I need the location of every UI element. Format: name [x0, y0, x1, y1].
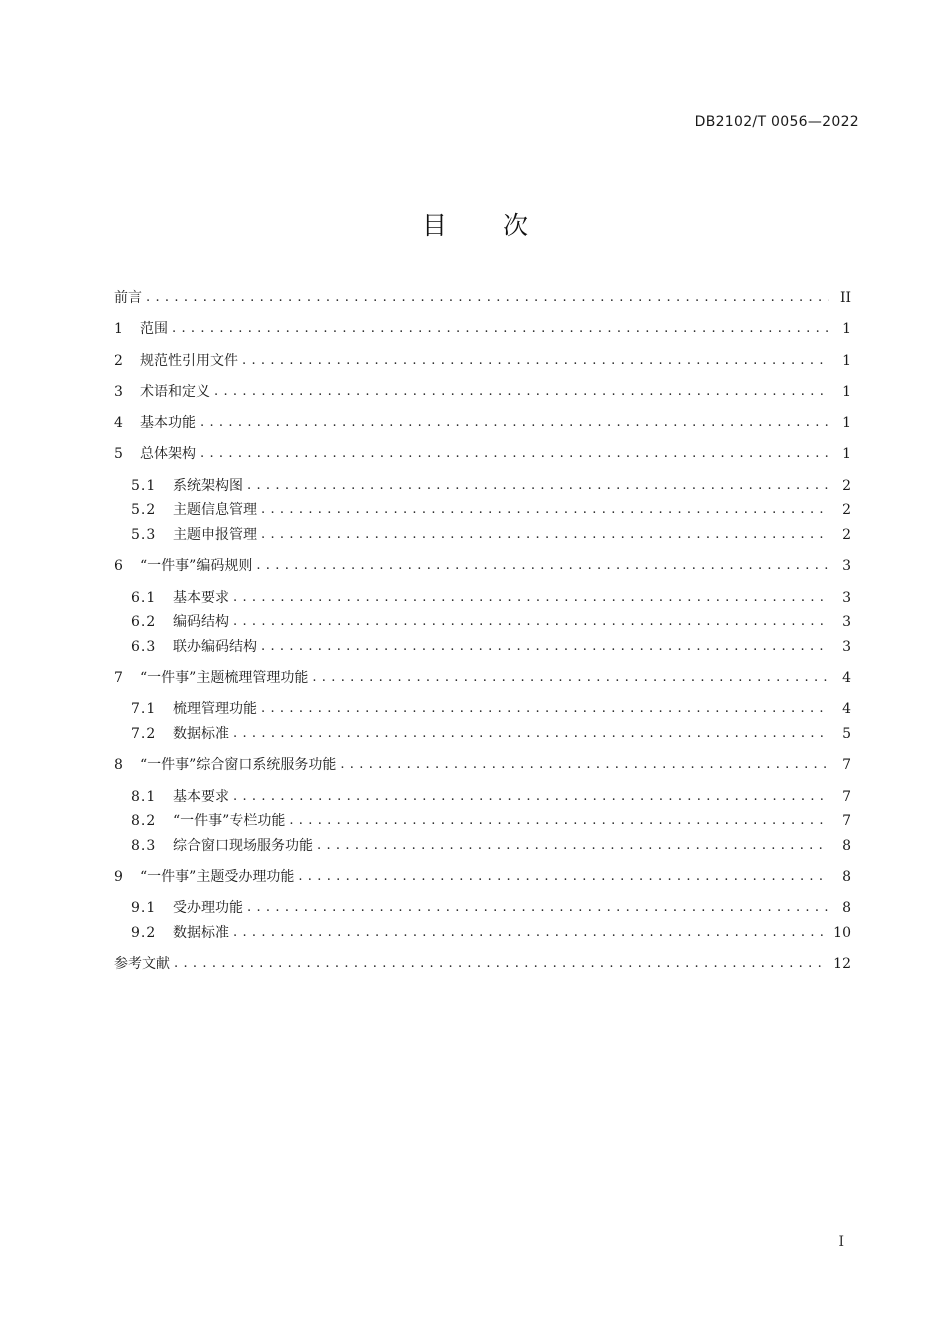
- toc-entry-title: 主题申报管理: [173, 527, 257, 543]
- toc-leader: [214, 381, 829, 403]
- toc-entry-title: “一件事”主题梳理管理功能: [140, 670, 309, 686]
- toc-entry-page: 2: [842, 527, 851, 543]
- toc-entry-number: 6.3: [131, 639, 157, 655]
- toc-entry-title: 前言: [114, 290, 142, 306]
- page-title: 目 次: [422, 211, 552, 240]
- toc-leader: [261, 524, 829, 546]
- toc-leader: [172, 318, 829, 340]
- toc-leader: [174, 953, 825, 975]
- toc-entry-number: 7.1: [131, 701, 157, 717]
- toc-entry-number: 6.2: [131, 614, 157, 630]
- toc-entry-page: 10: [833, 925, 851, 941]
- toc-leader: [233, 611, 829, 633]
- toc-entry-number: 8.2: [131, 813, 157, 829]
- toc-entry[interactable]: [114, 287, 851, 309]
- toc-entry-page: 3: [842, 590, 851, 606]
- toc-entry-page: 2: [842, 478, 851, 494]
- toc-entry-page: 7: [842, 813, 851, 829]
- toc-subentry[interactable]: [131, 897, 851, 919]
- toc-entry-page: 1: [842, 415, 851, 431]
- toc-entry-title: 规范性引用文件: [140, 353, 238, 369]
- toc-leader: [289, 810, 829, 832]
- toc-subentry[interactable]: [131, 922, 851, 944]
- toc-entry[interactable]: [114, 318, 851, 340]
- toc-entry-title: 受办理功能: [173, 900, 243, 916]
- toc-subentry[interactable]: [131, 723, 851, 745]
- toc-entry-number: 2: [114, 353, 123, 369]
- toc-entry-page: 7: [842, 789, 851, 805]
- toc-entry-title: “一件事”主题受办理功能: [140, 869, 295, 885]
- toc-leader: [261, 698, 829, 720]
- toc-entry-number: 5.3: [131, 527, 157, 543]
- toc-leader: [298, 866, 829, 888]
- toc-entry-number: 6.1: [131, 590, 157, 606]
- toc-entry-number: 7: [114, 670, 123, 686]
- toc-entry[interactable]: [114, 667, 851, 689]
- toc-entry-page: II: [839, 290, 851, 306]
- toc-entry-page: 3: [842, 558, 851, 574]
- toc-entry[interactable]: [114, 754, 851, 776]
- toc-subentry[interactable]: [131, 810, 851, 832]
- toc-entry-page: 1: [842, 384, 851, 400]
- toc-subentry[interactable]: [131, 786, 851, 808]
- toc-entry-page: 1: [842, 353, 851, 369]
- toc-entry-title: 梳理管理功能: [173, 701, 257, 717]
- toc-entry-page: 1: [842, 446, 851, 462]
- toc-entry-number: 5.2: [131, 502, 157, 518]
- document-code: DB2102/T 0056—2022: [694, 114, 859, 130]
- toc-entry-title: 编码结构: [173, 614, 229, 630]
- toc-leader: [312, 667, 829, 689]
- toc-entry-title: 基本要求: [173, 789, 229, 805]
- toc-entry-page: 8: [842, 900, 851, 916]
- toc-leader: [200, 412, 829, 434]
- toc-leader: [340, 754, 829, 776]
- toc-entry-title: “一件事”综合窗口系统服务功能: [140, 757, 337, 773]
- toc-entry-title: 参考文献: [114, 956, 170, 972]
- toc-entry-title: 联办编码结构: [173, 639, 257, 655]
- toc-leader: [247, 475, 829, 497]
- toc-entry-page: 12: [833, 956, 851, 972]
- toc-subentry[interactable]: [131, 835, 851, 857]
- toc-entry-page: 3: [842, 614, 851, 630]
- toc-leader: [317, 835, 829, 857]
- toc-leader: [233, 922, 825, 944]
- toc-leader: [261, 636, 829, 658]
- toc-entry-number: 5: [114, 446, 123, 462]
- toc-entry[interactable]: [114, 953, 851, 975]
- toc-leader: [233, 587, 829, 609]
- toc-subentry[interactable]: [131, 636, 851, 658]
- toc-entry-title: 范围: [140, 321, 168, 337]
- toc-entry-title: “一件事”编码规则: [140, 558, 253, 574]
- toc-entry-number: 4: [114, 415, 123, 431]
- toc-subentry[interactable]: [131, 698, 851, 720]
- toc-leader: [146, 287, 829, 309]
- toc-entry-number: 3: [114, 384, 123, 400]
- toc-leader: [242, 350, 829, 372]
- toc-leader: [261, 499, 829, 521]
- toc-subentry[interactable]: [131, 611, 851, 633]
- toc-entry-page: 1: [842, 321, 851, 337]
- toc-leader: [256, 555, 829, 577]
- toc-entry-page: 8: [842, 869, 851, 885]
- toc-entry-title: 数据标准: [173, 726, 229, 742]
- toc-entry-number: 5.1: [131, 478, 157, 494]
- toc-entry-number: 7.2: [131, 726, 157, 742]
- toc-subentry[interactable]: [131, 499, 851, 521]
- toc-entry[interactable]: [114, 443, 851, 465]
- toc-entry-title: 术语和定义: [140, 384, 210, 400]
- toc-entry-title: 数据标准: [173, 925, 229, 941]
- toc-entry-page: 7: [842, 757, 851, 773]
- toc-leader: [247, 897, 829, 919]
- toc-entry-number: 8.1: [131, 789, 157, 805]
- toc-entry-number: 8: [114, 757, 123, 773]
- toc-entry[interactable]: [114, 555, 851, 577]
- toc-entry-title: “一件事”专栏功能: [173, 813, 286, 829]
- toc-entry-page: 3: [842, 639, 851, 655]
- toc-entry[interactable]: [114, 412, 851, 434]
- page-number: I: [838, 1234, 844, 1250]
- toc-entry-number: 9.2: [131, 925, 157, 941]
- toc-entry-page: 4: [842, 670, 851, 686]
- toc-entry-number: 9: [114, 869, 123, 885]
- toc-entry[interactable]: [114, 350, 851, 372]
- toc-subentry[interactable]: [131, 587, 851, 609]
- toc-entry-page: 4: [842, 701, 851, 717]
- toc-leader: [233, 723, 829, 745]
- toc-entry[interactable]: [114, 381, 851, 403]
- toc-subentry[interactable]: [131, 524, 851, 546]
- toc-entry[interactable]: [114, 866, 851, 888]
- toc-entry-title: 总体架构: [140, 446, 196, 462]
- toc-entry-number: 9.1: [131, 900, 157, 916]
- toc-entry-title: 系统架构图: [173, 478, 243, 494]
- toc-entry-title: 基本功能: [140, 415, 196, 431]
- toc-subentry[interactable]: [131, 475, 851, 497]
- toc-entry-page: 2: [842, 502, 851, 518]
- toc-entry-page: 5: [842, 726, 851, 742]
- toc-entry-number: 6: [114, 558, 123, 574]
- toc-entry-title: 主题信息管理: [173, 502, 257, 518]
- toc-leader: [233, 786, 829, 808]
- toc-entry-title: 基本要求: [173, 590, 229, 606]
- toc-entry-title: 综合窗口现场服务功能: [173, 838, 313, 854]
- toc-entry-number: 1: [114, 321, 123, 337]
- toc-entry-page: 8: [842, 838, 851, 854]
- toc-leader: [200, 443, 829, 465]
- toc-entry-number: 8.3: [131, 838, 157, 854]
